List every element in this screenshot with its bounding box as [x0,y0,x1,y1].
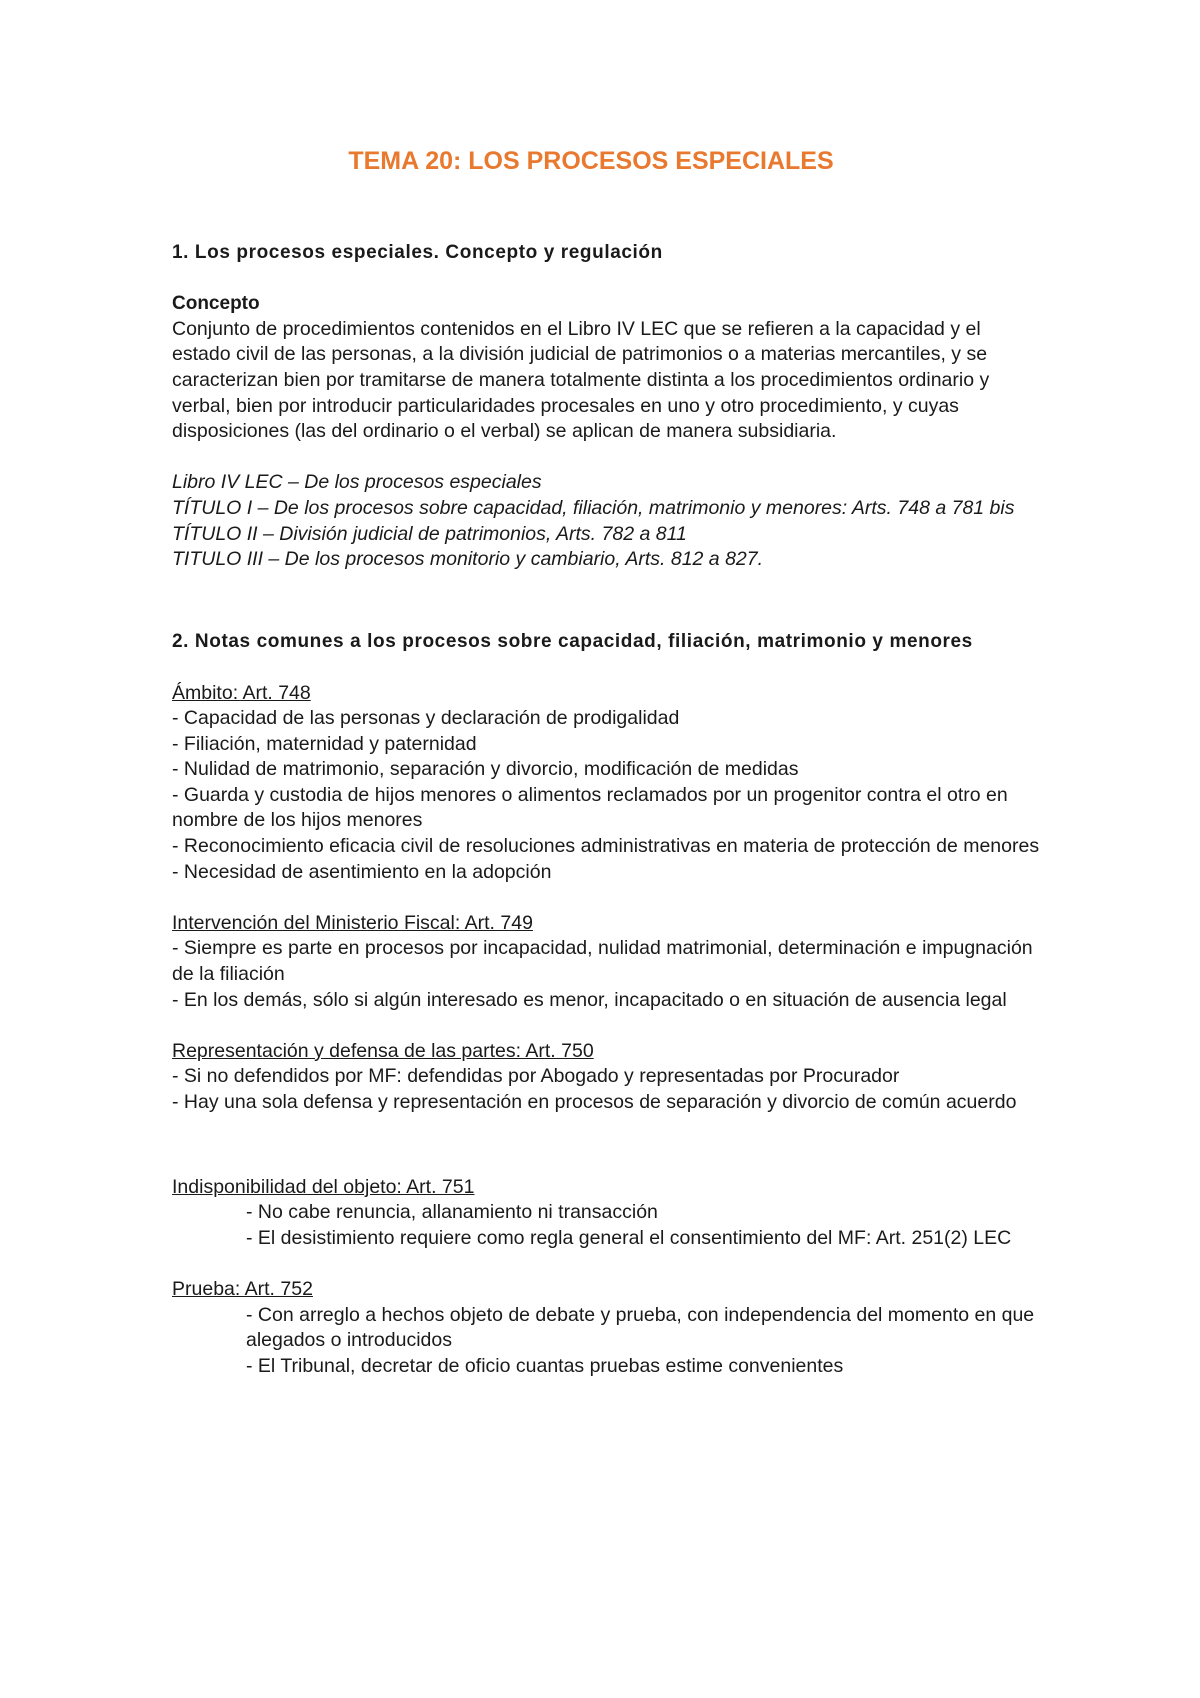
section-2-heading: 2. Notas comunes a los procesos sobre capacidad, filiación, matrimonio y menores [172,631,973,653]
prueba-label: Prueba: Art. 752 [172,1278,313,1301]
list-item: - No cabe renuncia, allanamiento ni transacción [246,1201,658,1224]
list-item: - Hay una sola defensa y representación en procesos de separación y divorcio de común acuerdo [172,1091,1017,1113]
list-item: - Con arreglo a hechos objeto de debate y prueba, con independencia del momento en que alegados o introducidos [246,1303,1035,1352]
list-item: - Filiación, maternidad y paternidad [172,732,477,755]
document-body [172,240,1042,1380]
document-title: TEMA 20: LOS PROCESOS ESPECIALES [348,147,834,175]
regulation-item: TÍTULO II – División judicial de patrimonios, Arts. 782 a 811 [172,522,687,545]
fiscal-label: Intervención del Ministerio Fiscal: Art. 749 [172,911,533,934]
indisponibilidad-label: Indisponibilidad del objeto: Art. 751 [172,1175,475,1198]
regulation-item: TÍTULO I – De los procesos sobre capacidad, filiación, matrimonio y menores: Arts. 748 a 781 bis [172,496,1015,519]
list-item: - Necesidad de asentimiento en la adopción [172,860,552,883]
indisponibilidad-list [172,1200,1042,1251]
representacion-label: Representación y defensa de las partes: Art. 750 [172,1039,594,1062]
concept-text: Conjunto de procedimientos contenidos en el Libro IV LEC que se refieren a la capacidad y el estado civil de las personas, a la división judicial de patrimonios o a materias mercantiles, y se caracterizan bien por tramitarse de manera totalmente distinta a los procedimientos ordinario y verbal, bien por introducir particularidades procesales en uno y otro procedimiento, y cuyas disposiciones (las del ordinario o el verbal) se aplican de manera subsidiaria. [172,317,990,443]
list-item: - Capacidad de las personas y declaración de prodigalidad [172,707,680,730]
list-item: - En los demás, sólo si algún interesado es menor, incapacitado o en situación de ausencia legal [172,988,1007,1011]
list-item: - El Tribunal, decretar de oficio cuantas pruebas estime convenientes [246,1354,844,1377]
prueba-list [172,1303,1042,1380]
regulation-item: Libro IV LEC – De los procesos especiales [172,471,542,494]
concept-label: Concepto [172,293,260,315]
ambito-label: Ámbito: Art. 748 [172,681,311,704]
list-item: - Siempre es parte en procesos por incapacidad, nulidad matrimonial, determinación e impugnación de la filiación [172,937,1033,986]
regulation-item: TITULO III – De los procesos monitorio y cambiario, Arts. 812 a 827. [172,548,764,571]
list-item: - Reconocimiento eficacia civil de resoluciones administrativas en materia de protección de menores [172,835,1040,858]
section-1-heading: 1. Los procesos especiales. Concepto y regulación [172,242,663,263]
list-item: - Nulidad de matrimonio, separación y divorcio, modificación de medidas [172,758,799,781]
list-item: - Guarda y custodia de hijos menores o alimentos reclamados por un progenitor contra el otro en nombre de los hijos menores [172,783,1008,832]
list-item: - El desistimiento requiere como regla general el consentimiento del MF: Art. 251(2) LEC [246,1226,1012,1249]
list-item: - Si no defendidos por MF: defendidas por Abogado y representadas por Procurador [172,1065,900,1088]
regulation-list [172,470,1042,572]
